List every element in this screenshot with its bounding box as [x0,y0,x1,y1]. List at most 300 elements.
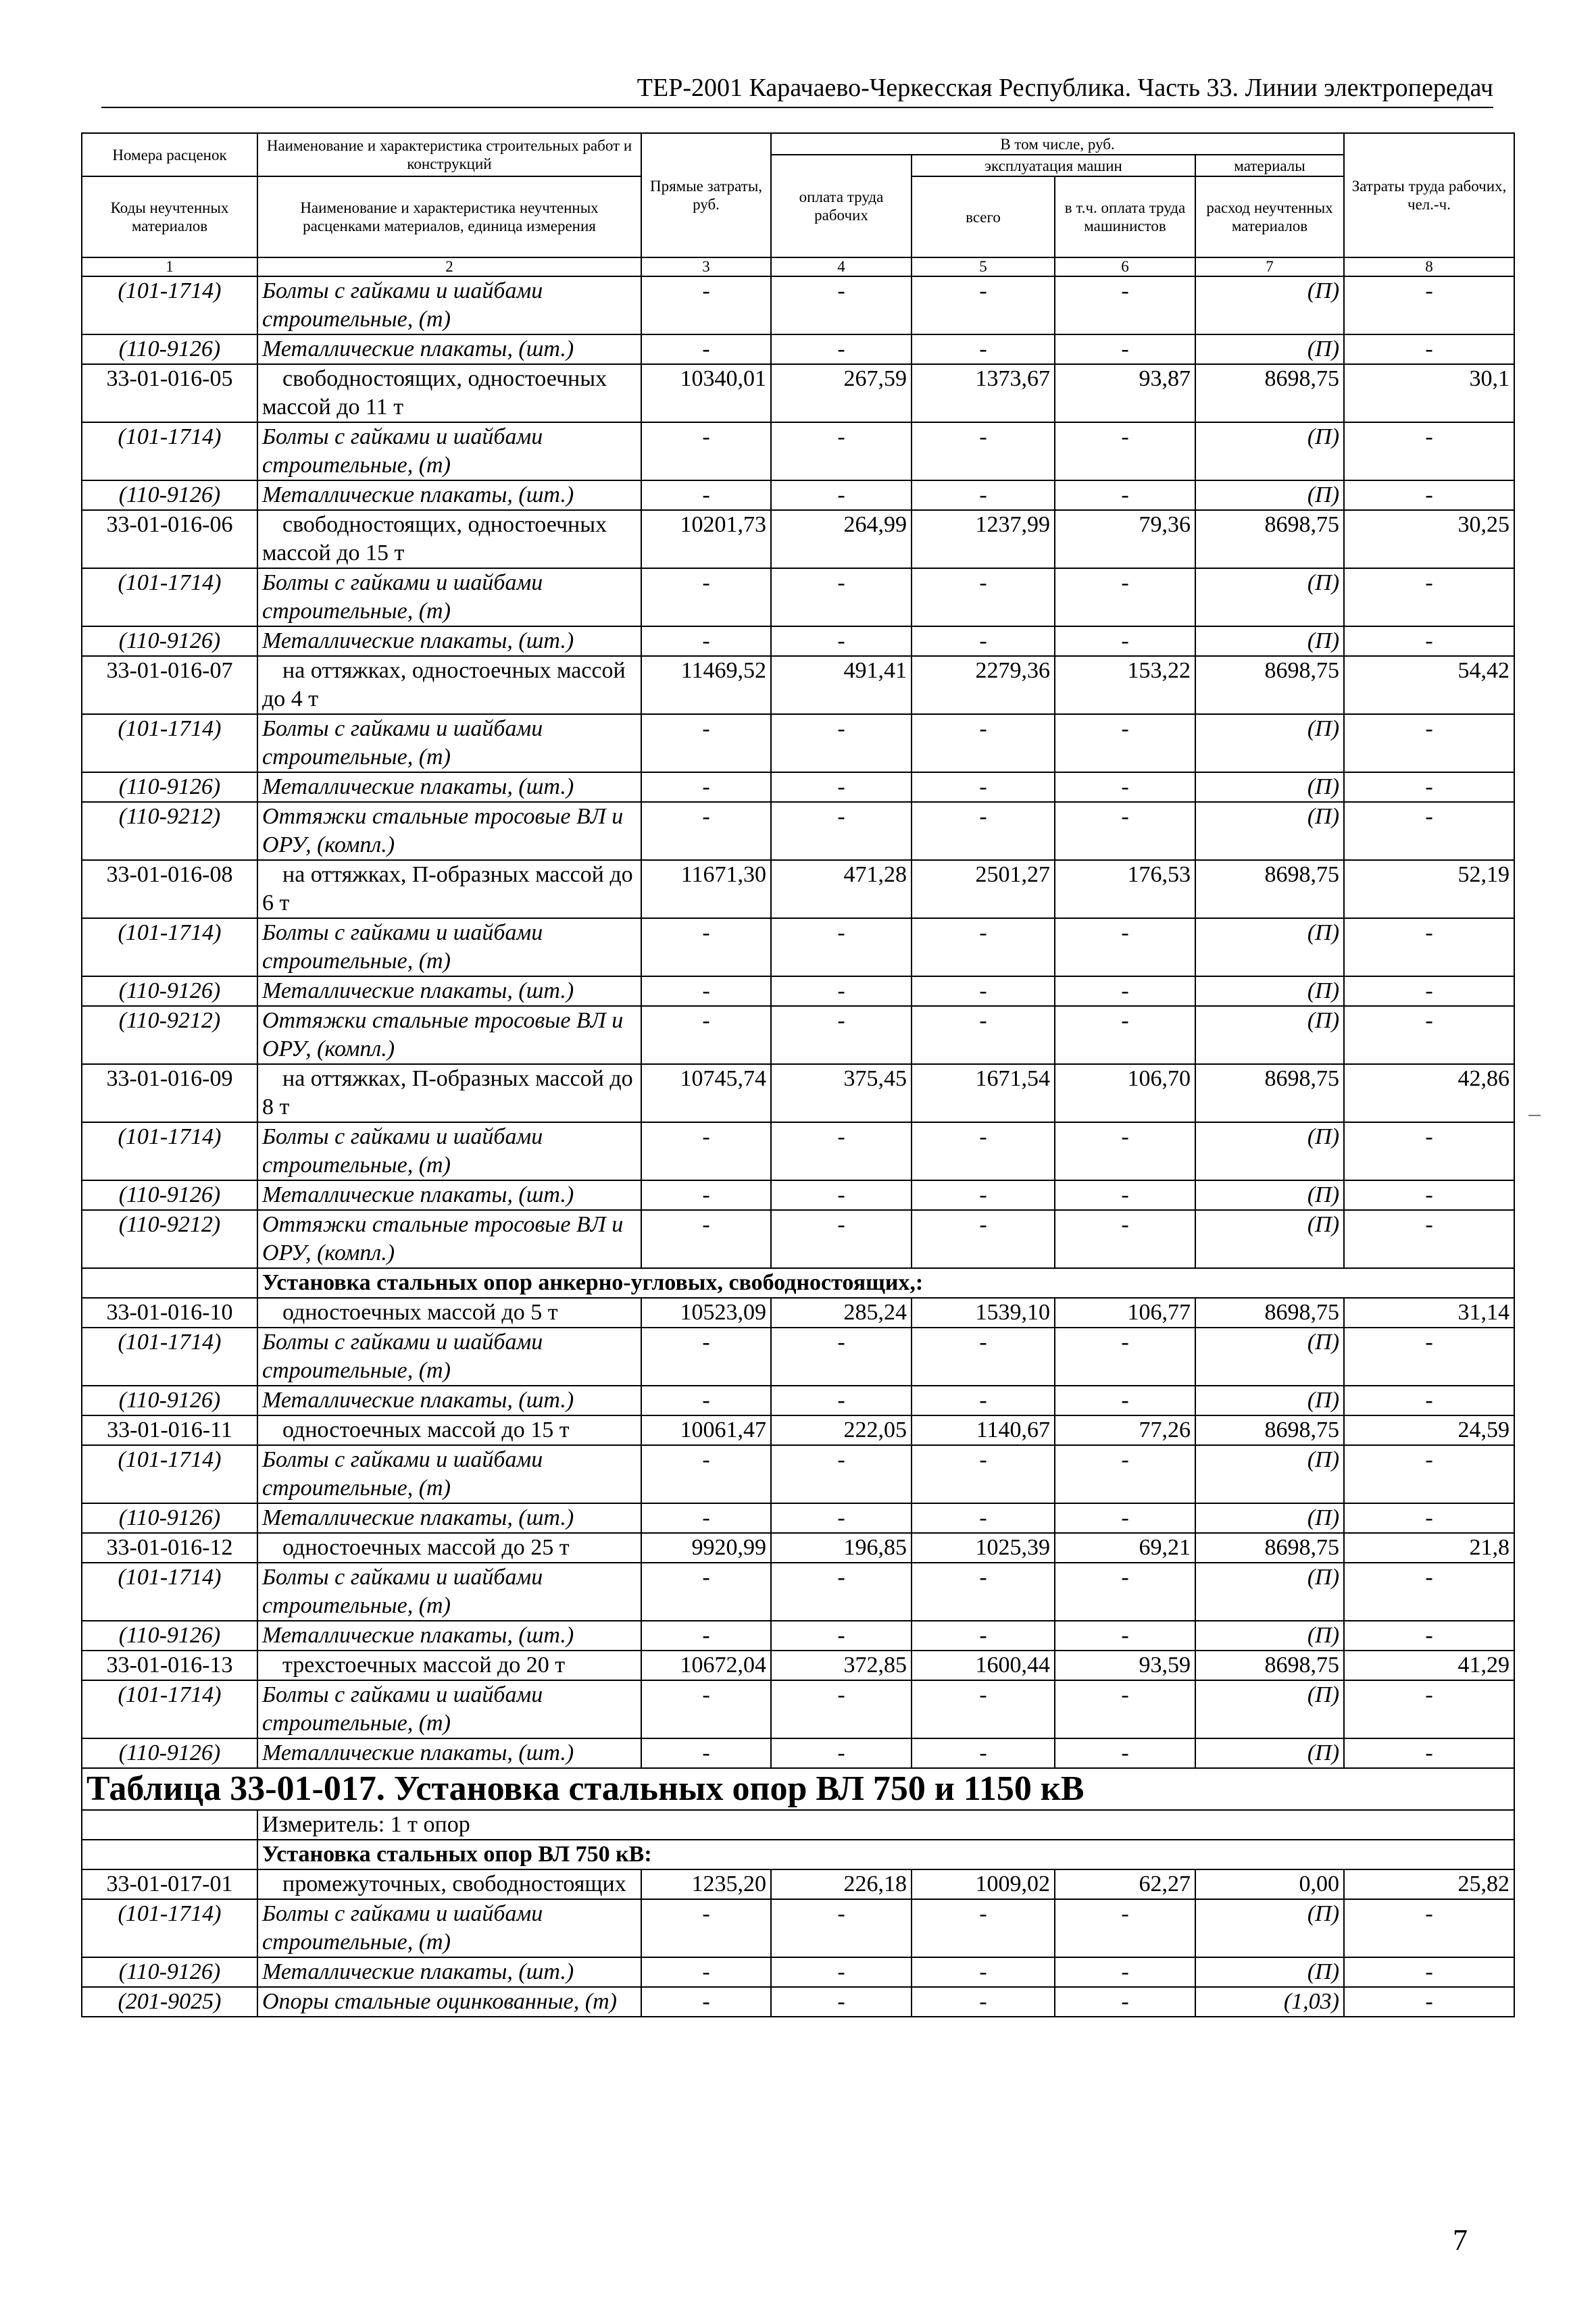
material-name: Металлические плакаты, (шт.) [257,1621,641,1651]
direct-costs-cell: - [641,1122,771,1180]
material-row [82,976,1514,1006]
machines-total-cell: - [912,1987,1055,2017]
labor-hours-cell: - [1344,1680,1514,1738]
material-row [82,1122,1514,1180]
labor-hours-cell: - [1344,422,1514,480]
machines-driver-pay-cell: - [1055,714,1195,772]
direct-costs-cell: - [641,1503,771,1533]
labor-hours-cell: - [1344,1503,1514,1533]
rate-row [82,860,1514,918]
col-number: 3 [641,257,771,276]
materials-unaccounted-cell: 8698,75 [1195,1415,1344,1445]
labor-pay-cell: 372,85 [771,1651,912,1680]
rate-code: 33-01-016-11 [82,1415,257,1445]
machines-total-cell: - [912,1122,1055,1180]
direct-costs-cell: - [641,1386,771,1415]
materials-unaccounted-cell: (П) [1195,1738,1344,1768]
direct-costs-cell: 10672,04 [641,1651,771,1680]
material-name: Металлические плакаты, (шт.) [257,334,641,364]
section-title: Установка стальных опор анкерно-угловых, свободностоящих,: [257,1268,1514,1298]
rate-code: 33-01-016-10 [82,1298,257,1328]
machines-driver-pay-cell: - [1055,1899,1195,1957]
direct-costs-cell: 10745,74 [641,1064,771,1122]
rate-code: 33-01-017-01 [82,1869,257,1899]
labor-pay-cell: - [771,1563,912,1621]
machines-driver-pay-cell: - [1055,918,1195,976]
machines-total-cell: - [912,480,1055,510]
col-number: 7 [1195,257,1344,276]
work-description: трехстоечных массой до 20 т [257,1651,641,1680]
header-col2-bottom: Наименование и характеристика неучтенных расценками материалов, единица измерения [257,176,641,257]
material-code: (110-9126) [82,1386,257,1415]
machines-driver-pay-cell: - [1055,1210,1195,1268]
direct-costs-cell: 10061,47 [641,1415,771,1445]
labor-hours-cell: - [1344,1328,1514,1386]
rate-row [82,510,1514,568]
labor-pay-cell: - [771,1328,912,1386]
work-description: на оттяжках, П-образных массой до 6 т [257,860,641,918]
meter-spacer [82,1810,257,1840]
material-row [82,1503,1514,1533]
material-name: Болты с гайками и шайбами строительные, (т) [257,1680,641,1738]
material-code: (101-1714) [82,568,257,626]
machines-driver-pay-cell: - [1055,480,1195,510]
labor-hours-cell: - [1344,568,1514,626]
labor-hours-cell: - [1344,802,1514,860]
material-code: (110-9126) [82,772,257,802]
material-code: (101-1714) [82,714,257,772]
machines-driver-pay-cell: 106,77 [1055,1298,1195,1328]
rate-code: 33-01-016-06 [82,510,257,568]
rate-row [82,1651,1514,1680]
labor-pay-cell: - [771,772,912,802]
materials-unaccounted-cell: (П) [1195,334,1344,364]
material-name: Болты с гайками и шайбами строительные, (т) [257,1445,641,1503]
machines-total-cell: - [912,1738,1055,1768]
labor-pay-cell: - [771,1006,912,1064]
rate-code: 33-01-016-09 [82,1064,257,1122]
direct-costs-cell: 1235,20 [641,1869,771,1899]
materials-unaccounted-cell: (П) [1195,626,1344,656]
material-row [82,714,1514,772]
material-code: (201-9025) [82,1987,257,2017]
direct-costs-cell: 10523,09 [641,1298,771,1328]
machines-driver-pay-cell: 69,21 [1055,1533,1195,1563]
col-number: 8 [1344,257,1514,276]
direct-costs-cell: 10340,01 [641,364,771,422]
material-row [82,1386,1514,1415]
materials-unaccounted-cell: 0,00 [1195,1869,1344,1899]
col-number: 5 [912,257,1055,276]
material-row [82,1957,1514,1987]
machines-total-cell: - [912,1899,1055,1957]
material-name: Болты с гайками и шайбами строительные, (т) [257,918,641,976]
machines-driver-pay-cell: - [1055,1503,1195,1533]
direct-costs-cell: - [641,1006,771,1064]
direct-costs-cell: - [641,1738,771,1768]
col-number: 2 [257,257,641,276]
material-code: (101-1714) [82,1122,257,1180]
machines-driver-pay-cell: - [1055,568,1195,626]
machines-total-cell: - [912,1445,1055,1503]
material-name: Металлические плакаты, (шт.) [257,1738,641,1768]
labor-pay-cell: - [771,1180,912,1210]
machines-total-cell: - [912,1180,1055,1210]
material-code: (110-9126) [82,976,257,1006]
material-row [82,1006,1514,1064]
material-code: (101-1714) [82,276,257,334]
direct-costs-cell: - [641,1680,771,1738]
labor-pay-cell: - [771,1738,912,1768]
rate-row [82,1298,1514,1328]
labor-pay-cell: 491,41 [771,656,912,714]
material-name: Болты с гайками и шайбами строительные, (т) [257,1563,641,1621]
labor-pay-cell: - [771,1899,912,1957]
material-row [82,1987,1514,2017]
labor-hours-cell: - [1344,1180,1514,1210]
labor-pay-cell: - [771,714,912,772]
machines-total-cell: - [912,1006,1055,1064]
running-header: ТЕР-2001 Карачаево-Черкесская Республика. Часть 33. Линии электропередач [637,74,1493,102]
direct-costs-cell: - [641,1987,771,2017]
material-name: Металлические плакаты, (шт.) [257,1180,641,1210]
materials-unaccounted-cell: (П) [1195,276,1344,334]
direct-costs-cell: - [641,568,771,626]
materials-unaccounted-cell: (П) [1195,1503,1344,1533]
direct-costs-cell: - [641,1621,771,1651]
machines-driver-pay-cell: - [1055,1621,1195,1651]
machines-driver-pay-cell: 176,53 [1055,860,1195,918]
labor-hours-cell: 31,14 [1344,1298,1514,1328]
labor-hours-cell: - [1344,714,1514,772]
materials-unaccounted-cell: (П) [1195,1122,1344,1180]
work-description: промежуточных, свободностоящих [257,1869,641,1899]
machines-total-cell: 1600,44 [912,1651,1055,1680]
machines-driver-pay-cell: 77,26 [1055,1415,1195,1445]
materials-unaccounted-cell: 8698,75 [1195,510,1344,568]
material-code: (101-1714) [82,1445,257,1503]
material-row [82,1180,1514,1210]
rate-code: 33-01-016-13 [82,1651,257,1680]
labor-hours-cell: - [1344,1621,1514,1651]
labor-pay-cell: - [771,1680,912,1738]
unit-of-measure: Измеритель: 1 т опор [257,1810,1514,1840]
table-title: Таблица 33-01-017. Установка стальных опор ВЛ 750 и 1150 кВ [82,1768,1514,1810]
material-row [82,1210,1514,1268]
labor-pay-cell: - [771,918,912,976]
table-title-row [82,1768,1514,1810]
labor-hours-cell: 24,59 [1344,1415,1514,1445]
direct-costs-cell: 10201,73 [641,510,771,568]
work-description: на оттяжках, П-образных массой до 8 т [257,1064,641,1122]
rate-row [82,364,1514,422]
material-code: (101-1714) [82,1899,257,1957]
machines-driver-pay-cell: - [1055,1180,1195,1210]
machines-total-cell: - [912,772,1055,802]
labor-hours-cell: - [1344,1738,1514,1768]
section-row [82,1840,1514,1869]
materials-unaccounted-cell: (П) [1195,1899,1344,1957]
materials-unaccounted-cell: (П) [1195,568,1344,626]
material-name: Металлические плакаты, (шт.) [257,1957,641,1987]
material-code: (101-1714) [82,1680,257,1738]
machines-total-cell: - [912,1210,1055,1268]
labor-hours-cell: 54,42 [1344,656,1514,714]
material-code: (110-9212) [82,1210,257,1268]
labor-pay-cell: - [771,1386,912,1415]
material-name: Металлические плакаты, (шт.) [257,626,641,656]
material-name: Болты с гайками и шайбами строительные, (т) [257,1899,641,1957]
material-row [82,276,1514,334]
materials-unaccounted-cell: (П) [1195,1210,1344,1268]
material-name: Оттяжки стальные тросовые ВЛ и ОРУ, (компл.) [257,802,641,860]
machines-driver-pay-cell: - [1055,1328,1195,1386]
material-name: Оттяжки стальные тросовые ВЛ и ОРУ, (компл.) [257,1210,641,1268]
labor-pay-cell: 264,99 [771,510,912,568]
header-col1-top: Номера расценок [82,133,257,176]
materials-unaccounted-cell: 8698,75 [1195,1651,1344,1680]
rates-table [81,132,1515,2017]
machines-total-cell: - [912,918,1055,976]
material-name: Оттяжки стальные тросовые ВЛ и ОРУ, (компл.) [257,1006,641,1064]
material-name: Болты с гайками и шайбами строительные, (т) [257,422,641,480]
direct-costs-cell: - [641,802,771,860]
rate-code: 33-01-016-12 [82,1533,257,1563]
machines-total-cell: - [912,1563,1055,1621]
labor-pay-cell: 226,18 [771,1869,912,1899]
material-code: (101-1714) [82,918,257,976]
machines-driver-pay-cell: - [1055,1006,1195,1064]
material-row [82,1445,1514,1503]
materials-unaccounted-cell: (П) [1195,1957,1344,1987]
header-direct-costs: Прямые затраты, руб. [641,133,771,257]
material-row [82,1738,1514,1768]
col-number: 1 [82,257,257,276]
direct-costs-cell: - [641,1899,771,1957]
machines-driver-pay-cell: - [1055,276,1195,334]
labor-pay-cell: - [771,1503,912,1533]
labor-pay-cell: 471,28 [771,860,912,918]
material-row [82,1680,1514,1738]
margin-mark [1528,1115,1541,1116]
direct-costs-cell: - [641,1563,771,1621]
machines-total-cell: 2279,36 [912,656,1055,714]
materials-unaccounted-cell: 8698,75 [1195,860,1344,918]
materials-unaccounted-cell: (П) [1195,772,1344,802]
material-name: Болты с гайками и шайбами строительные, (т) [257,276,641,334]
labor-hours-cell: - [1344,772,1514,802]
material-code: (110-9126) [82,334,257,364]
materials-unaccounted-cell: (1,03) [1195,1987,1344,2017]
material-row [82,1621,1514,1651]
section-title: Установка стальных опор ВЛ 750 кВ: [257,1840,1514,1869]
labor-hours-cell: - [1344,1122,1514,1180]
material-code: (101-1714) [82,422,257,480]
section-spacer [82,1840,257,1869]
material-code: (110-9126) [82,1957,257,1987]
table-header [82,133,1514,276]
machines-total-cell: - [912,1503,1055,1533]
direct-costs-cell: - [641,480,771,510]
rate-row [82,656,1514,714]
work-description: одностоечных массой до 25 т [257,1533,641,1563]
work-description: свободностоящих, одностоечных массой до 15 т [257,510,641,568]
materials-unaccounted-cell: (П) [1195,422,1344,480]
labor-pay-cell: - [771,1445,912,1503]
direct-costs-cell: - [641,1210,771,1268]
table-body [82,276,1514,2017]
materials-unaccounted-cell: (П) [1195,1006,1344,1064]
labor-hours-cell: - [1344,1563,1514,1621]
labor-hours-cell: - [1344,1445,1514,1503]
col-number: 4 [771,257,912,276]
labor-hours-cell: - [1344,626,1514,656]
machines-total-cell: 1025,39 [912,1533,1055,1563]
labor-hours-cell: - [1344,1006,1514,1064]
labor-pay-cell: - [771,1957,912,1987]
materials-unaccounted-cell: (П) [1195,1621,1344,1651]
materials-unaccounted-cell: (П) [1195,1563,1344,1621]
material-code: (110-9126) [82,480,257,510]
labor-hours-cell: - [1344,1386,1514,1415]
material-row [82,568,1514,626]
labor-hours-cell: 52,19 [1344,860,1514,918]
machines-driver-pay-cell: - [1055,422,1195,480]
materials-unaccounted-cell: (П) [1195,1680,1344,1738]
rate-code: 33-01-016-05 [82,364,257,422]
machines-driver-pay-cell: - [1055,1957,1195,1987]
labor-pay-cell: - [771,1122,912,1180]
material-code: (110-9126) [82,1621,257,1651]
direct-costs-cell: - [641,772,771,802]
material-code: (101-1714) [82,1563,257,1621]
labor-pay-cell: - [771,276,912,334]
column-numbers-row [82,257,1514,276]
labor-pay-cell: - [771,480,912,510]
labor-hours-cell: - [1344,276,1514,334]
machines-driver-pay-cell: 93,87 [1055,364,1195,422]
rate-code: 33-01-016-07 [82,656,257,714]
labor-pay-cell: - [771,1621,912,1651]
machines-driver-pay-cell: 106,70 [1055,1064,1195,1122]
material-row [82,422,1514,480]
material-row [82,802,1514,860]
machines-driver-pay-cell: 62,27 [1055,1869,1195,1899]
labor-hours-cell: - [1344,918,1514,976]
labor-pay-cell: - [771,1987,912,2017]
machines-driver-pay-cell: - [1055,1738,1195,1768]
header-materials-unaccounted: расход неучтенных материалов [1195,176,1344,257]
labor-hours-cell: 42,86 [1344,1064,1514,1122]
direct-costs-cell: - [641,626,771,656]
material-row [82,772,1514,802]
direct-costs-cell: - [641,1957,771,1987]
machines-driver-pay-cell: - [1055,1445,1195,1503]
labor-hours-cell: - [1344,1899,1514,1957]
work-description: свободностоящих, одностоечных массой до 11 т [257,364,641,422]
work-description: на оттяжках, одностоечных массой до 4 т [257,656,641,714]
machines-total-cell: - [912,1680,1055,1738]
machines-total-cell: - [912,1386,1055,1415]
machines-total-cell: 1373,67 [912,364,1055,422]
machines-driver-pay-cell: - [1055,1987,1195,2017]
material-name: Болты с гайками и шайбами строительные, (т) [257,1328,641,1386]
material-code: (110-9126) [82,626,257,656]
material-code: (110-9212) [82,802,257,860]
machines-total-cell: 1671,54 [912,1064,1055,1122]
direct-costs-cell: - [641,422,771,480]
labor-pay-cell: 222,05 [771,1415,912,1445]
labor-pay-cell: 267,59 [771,364,912,422]
machines-driver-pay-cell: - [1055,1386,1195,1415]
labor-hours-cell: 30,25 [1344,510,1514,568]
material-name: Опоры стальные оцинкованные, (т) [257,1987,641,2017]
machines-driver-pay-cell: - [1055,1563,1195,1621]
header-labor-hours: Затраты труда рабочих, чел.-ч. [1344,133,1514,257]
direct-costs-cell: - [641,714,771,772]
header-labor-pay: оплата труда рабочих [771,155,912,257]
machines-total-cell: 1140,67 [912,1415,1055,1445]
machines-total-cell: 1237,99 [912,510,1055,568]
direct-costs-cell: - [641,918,771,976]
material-name: Металлические плакаты, (шт.) [257,772,641,802]
machines-driver-pay-cell: - [1055,772,1195,802]
header-machines-total: всего [912,176,1055,257]
machines-driver-pay-cell: - [1055,1122,1195,1180]
labor-pay-cell: 375,45 [771,1064,912,1122]
direct-costs-cell: 11469,52 [641,656,771,714]
header-col1-bottom: Коды неучтенных материалов [82,176,257,257]
materials-unaccounted-cell: 8698,75 [1195,1064,1344,1122]
labor-hours-cell: - [1344,1987,1514,2017]
materials-unaccounted-cell: (П) [1195,1386,1344,1415]
machines-total-cell: - [912,568,1055,626]
materials-unaccounted-cell: (П) [1195,714,1344,772]
labor-pay-cell: - [771,802,912,860]
machines-driver-pay-cell: - [1055,1680,1195,1738]
labor-hours-cell: 25,82 [1344,1869,1514,1899]
machines-total-cell: - [912,422,1055,480]
labor-pay-cell: 196,85 [771,1533,912,1563]
materials-unaccounted-cell: 8698,75 [1195,364,1344,422]
meter-row [82,1810,1514,1840]
header-rule [101,107,1493,108]
rate-row [82,1064,1514,1122]
col-number: 6 [1055,257,1195,276]
material-code: (101-1714) [82,1328,257,1386]
direct-costs-cell: 11671,30 [641,860,771,918]
labor-hours-cell: - [1344,334,1514,364]
materials-unaccounted-cell: (П) [1195,918,1344,976]
machines-driver-pay-cell: 79,36 [1055,510,1195,568]
material-row [82,918,1514,976]
header-group: В том числе, руб. [771,133,1344,155]
labor-hours-cell: - [1344,1957,1514,1987]
labor-hours-cell: 30,1 [1344,364,1514,422]
work-description: одностоечных массой до 5 т [257,1298,641,1328]
materials-unaccounted-cell: (П) [1195,1180,1344,1210]
header-machines-driver: в т.ч. оплата труда машинистов [1055,176,1195,257]
machines-total-cell: 1539,10 [912,1298,1055,1328]
machines-total-cell: - [912,626,1055,656]
machines-total-cell: - [912,276,1055,334]
header-materials: материалы [1195,155,1344,176]
labor-pay-cell: - [771,568,912,626]
material-name: Металлические плакаты, (шт.) [257,1503,641,1533]
labor-hours-cell: - [1344,1210,1514,1268]
labor-hours-cell: - [1344,976,1514,1006]
machines-driver-pay-cell: - [1055,626,1195,656]
